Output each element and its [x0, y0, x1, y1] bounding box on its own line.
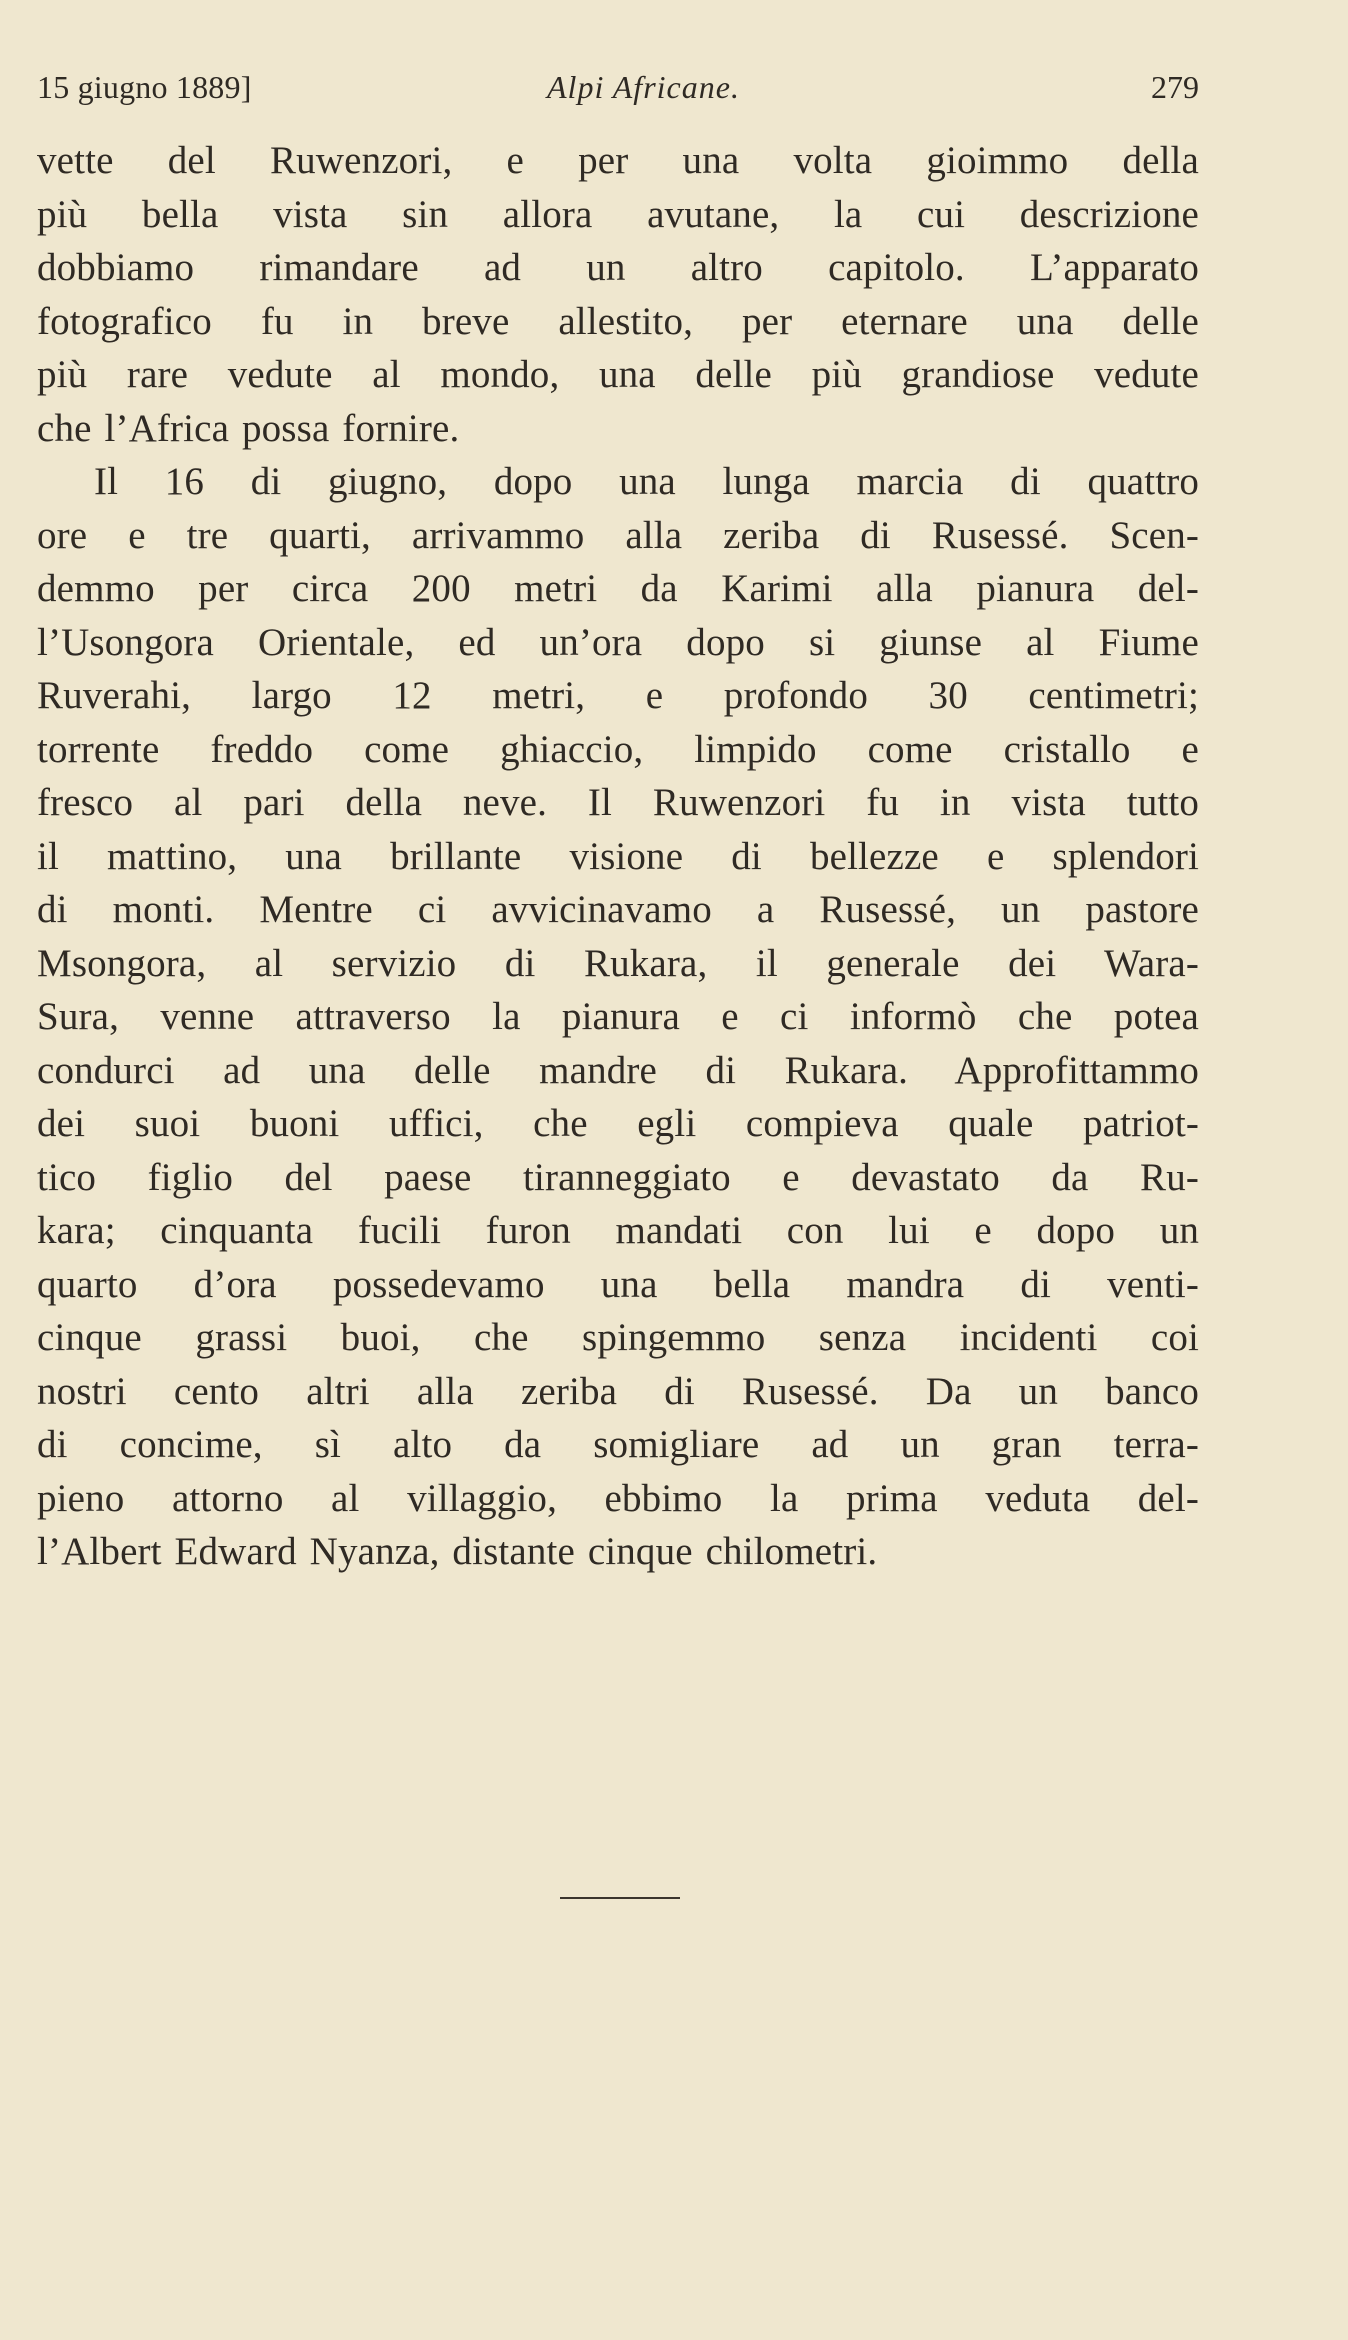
text-line: cinque grassi buoi, che spingemmo senza incidenti coi [37, 1316, 1199, 1359]
header-date: 15 giugno 1889] [37, 69, 252, 105]
text-line: l’Usongora Orientale, ed un’ora dopo si giunse al Fiume [37, 620, 1199, 664]
text-line: condurci ad una delle mandre di Rukara. Approfittammo [37, 1048, 1199, 1092]
text-line: pieno attorno al villaggio, ebbimo la prima veduta del- [37, 1476, 1199, 1520]
text-line: kara; cinquanta fucili furon mandati con lui e dopo un [37, 1209, 1199, 1252]
text-line: demmo per circa 200 metri da Karimi alla pianura del- [37, 567, 1199, 610]
section-divider [560, 1897, 680, 1899]
text-line: più bella vista sin allora avutane, la cui descrizione [37, 192, 1199, 236]
running-head [37, 62, 1199, 112]
text-line: l’Albert Edward Nyanza, distante cinque chilometri. [37, 1530, 878, 1573]
text-line: fresco al pari della neve. Il Ruwenzori fu in vista tutto [37, 781, 1199, 824]
page-number: 279 [1151, 69, 1199, 105]
text-line: Sura, venne attraverso la pianura e ci informò che potea [37, 995, 1199, 1038]
header-title: Alpi Africane. [547, 69, 740, 105]
text-line: dei suoi buoni uffici, che egli compieva quale patriot- [37, 1102, 1199, 1145]
text-line: Il 16 di giugno, dopo una lunga marcia di quattro [94, 460, 1199, 503]
text-line: nostri cento altri alla zeriba di Rusessé. Da un banco [37, 1369, 1199, 1413]
text-line: vette del Ruwenzori, e per una volta gioimmo della [37, 139, 1199, 182]
text-line: tico figlio del paese tiranneggiato e devastato da Ru- [37, 1155, 1199, 1199]
text-line: fotografico fu in breve allestito, per eternare una delle [37, 299, 1199, 343]
text-line: il mattino, una brillante visione di bellezze e splendori [37, 834, 1199, 878]
text-line: ore e tre quarti, arrivammo alla zeriba di Rusessé. Scen- [37, 513, 1199, 557]
text-line: torrente freddo come ghiaccio, limpido come cristallo e [37, 727, 1199, 771]
text-line: di monti. Mentre ci avvicinavamo a Rusessé, un pastore [37, 888, 1199, 931]
text-body [37, 134, 1199, 1579]
text-line: Ruverahi, largo 12 metri, e profondo 30 centimetri; [37, 674, 1199, 717]
text-line: più rare vedute al mondo, una delle più grandiose vedute [37, 353, 1199, 396]
text-line: che l’Africa possa fornire. [37, 406, 460, 450]
text-line: quarto d’ora possedevamo una bella mandra di venti- [37, 1262, 1199, 1306]
text-line: dobbiamo rimandare ad un altro capitolo. L’apparato [37, 246, 1199, 289]
text-line: di concime, sì alto da somigliare ad un gran terra- [37, 1423, 1199, 1466]
text-line: Msongora, al servizio di Rukara, il generale dei Wara- [37, 941, 1199, 985]
